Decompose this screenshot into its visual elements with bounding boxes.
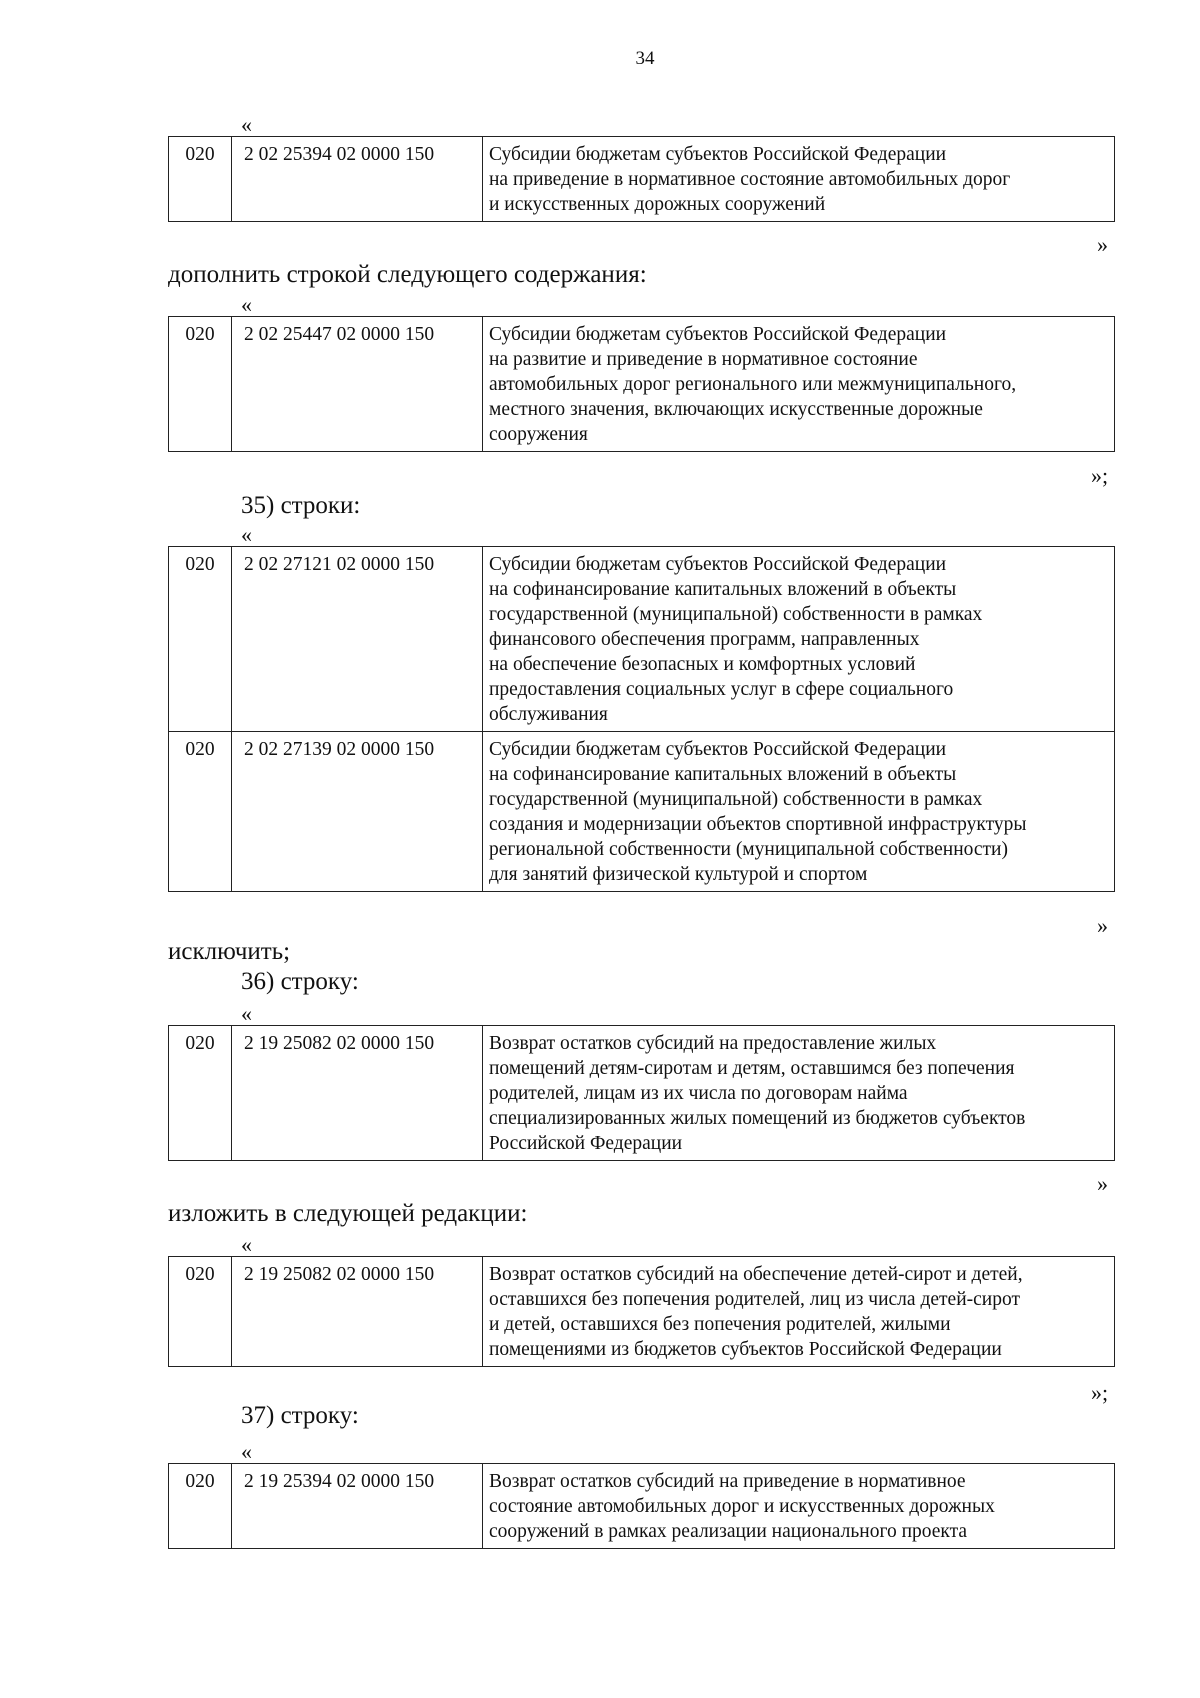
description-line: финансового обеспечения программ, направленных — [489, 629, 920, 650]
description-line: на софинансирование капитальных вложений в объекты — [489, 579, 957, 600]
close-quote: » — [1097, 1171, 1108, 1196]
budget-admin-code: 020 — [169, 547, 232, 732]
close-quote: »; — [1091, 463, 1109, 488]
paragraph-add-row: дополнить строкой следующего содержания: — [168, 261, 647, 288]
description-line: местного значения, включающих искусственные дорожные — [489, 399, 983, 420]
table-row — [169, 732, 1115, 892]
item-36-heading: 36) строку: — [241, 968, 359, 995]
budget-admin-code: 020 — [169, 137, 232, 222]
page-number: 34 — [635, 48, 655, 69]
description-line: состояние автомобильных дорог и искусственных дорожных — [489, 1496, 995, 1517]
description-line: оставшихся без попечения родителей, лиц из числа детей-сирот — [489, 1289, 1020, 1310]
description-line: Субсидии бюджетам субъектов Российской Федерации — [489, 324, 947, 345]
close-quote: »; — [1091, 1380, 1109, 1405]
open-quote: « — [241, 522, 252, 547]
description-line: автомобильных дорог регионального или межмуниципального, — [489, 374, 1017, 395]
description-line: Возврат остатков субсидий на приведение в нормативное — [489, 1471, 966, 1492]
description-line: Возврат остатков субсидий на обеспечение детей-сирот и детей, — [489, 1264, 1023, 1285]
description-line: Возврат остатков субсидий на предоставление жилых — [489, 1033, 937, 1054]
close-quote: » — [1097, 232, 1108, 257]
amendment-table-5 — [168, 1256, 1115, 1367]
paragraph-restate: изложить в следующей редакции: — [168, 1200, 528, 1227]
revenue-description — [483, 547, 1115, 732]
description-line: и детей, оставшихся без попечения родителей, жилыми — [489, 1314, 951, 1335]
description-line: родителей, лицам из их числа по договорам найма — [489, 1083, 908, 1104]
budget-classification-code: 2 02 27121 02 0000 150 — [232, 547, 483, 732]
description-line: Субсидии бюджетам субъектов Российской Федерации — [489, 144, 947, 165]
description-line: государственной (муниципальной) собственности в рамках — [489, 789, 983, 810]
budget-classification-code: 2 19 25082 02 0000 150 — [232, 1026, 483, 1161]
budget-classification-code: 2 19 25394 02 0000 150 — [232, 1464, 483, 1549]
open-quote: « — [241, 1232, 252, 1257]
description-line: на обеспечение безопасных и комфортных условий — [489, 654, 916, 675]
table-row — [169, 137, 1115, 222]
budget-admin-code: 020 — [169, 1464, 232, 1549]
item-37-heading: 37) строку: — [241, 1402, 359, 1429]
revenue-description — [483, 732, 1115, 892]
revenue-description — [483, 137, 1115, 222]
description-line: на софинансирование капитальных вложений в объекты — [489, 764, 957, 785]
description-line: региональной собственности (муниципальной собственности) — [489, 839, 1008, 860]
budget-admin-code: 020 — [169, 1026, 232, 1161]
description-line: специализированных жилых помещений из бюджетов субъектов — [489, 1108, 1026, 1129]
budget-classification-code: 2 02 25394 02 0000 150 — [232, 137, 483, 222]
description-line: сооружения — [489, 424, 588, 445]
table-row — [169, 547, 1115, 732]
description-line: государственной (муниципальной) собственности в рамках — [489, 604, 983, 625]
amendment-table-2 — [168, 316, 1115, 452]
amendment-table-4 — [168, 1025, 1115, 1161]
budget-classification-code: 2 02 25447 02 0000 150 — [232, 317, 483, 452]
amendment-table-3 — [168, 546, 1115, 892]
amendment-table-6 — [168, 1463, 1115, 1549]
description-line: обслуживания — [489, 704, 608, 725]
description-line: предоставления социальных услуг в сфере социального — [489, 679, 954, 700]
description-line: помещениями из бюджетов субъектов Российской Федерации — [489, 1339, 1002, 1360]
description-line: и искусственных дорожных сооружений — [489, 194, 826, 215]
budget-admin-code: 020 — [169, 732, 232, 892]
close-quote: » — [1097, 913, 1108, 938]
revenue-description — [483, 1026, 1115, 1161]
amendment-table-1 — [168, 136, 1115, 222]
description-line: помещений детям-сиротам и детям, оставшимся без попечения — [489, 1058, 1015, 1079]
budget-classification-code: 2 19 25082 02 0000 150 — [232, 1257, 483, 1367]
description-line: сооружений в рамках реализации национального проекта — [489, 1521, 968, 1542]
open-quote: « — [241, 292, 252, 317]
item-35-heading: 35) строки: — [241, 492, 361, 519]
description-line: создания и модернизации объектов спортивной инфраструктуры — [489, 814, 1027, 835]
description-line: для занятий физической культурой и спортом — [489, 864, 868, 885]
description-line: Субсидии бюджетам субъектов Российской Федерации — [489, 739, 947, 760]
budget-admin-code: 020 — [169, 1257, 232, 1367]
budget-admin-code: 020 — [169, 317, 232, 452]
revenue-description — [483, 317, 1115, 452]
table-row — [169, 317, 1115, 452]
open-quote: « — [241, 112, 252, 137]
paragraph-exclude: исключить; — [168, 938, 291, 965]
budget-classification-code: 2 02 27139 02 0000 150 — [232, 732, 483, 892]
open-quote: « — [241, 1439, 252, 1464]
table-row — [169, 1257, 1115, 1367]
table-row — [169, 1464, 1115, 1549]
description-line: на развитие и приведение в нормативное состояние — [489, 349, 918, 370]
open-quote: « — [241, 1001, 252, 1026]
description-line: Субсидии бюджетам субъектов Российской Федерации — [489, 554, 947, 575]
description-line: Российской Федерации — [489, 1133, 683, 1154]
revenue-description — [483, 1464, 1115, 1549]
description-line: на приведение в нормативное состояние автомобильных дорог — [489, 169, 1011, 190]
revenue-description — [483, 1257, 1115, 1367]
table-row — [169, 1026, 1115, 1161]
